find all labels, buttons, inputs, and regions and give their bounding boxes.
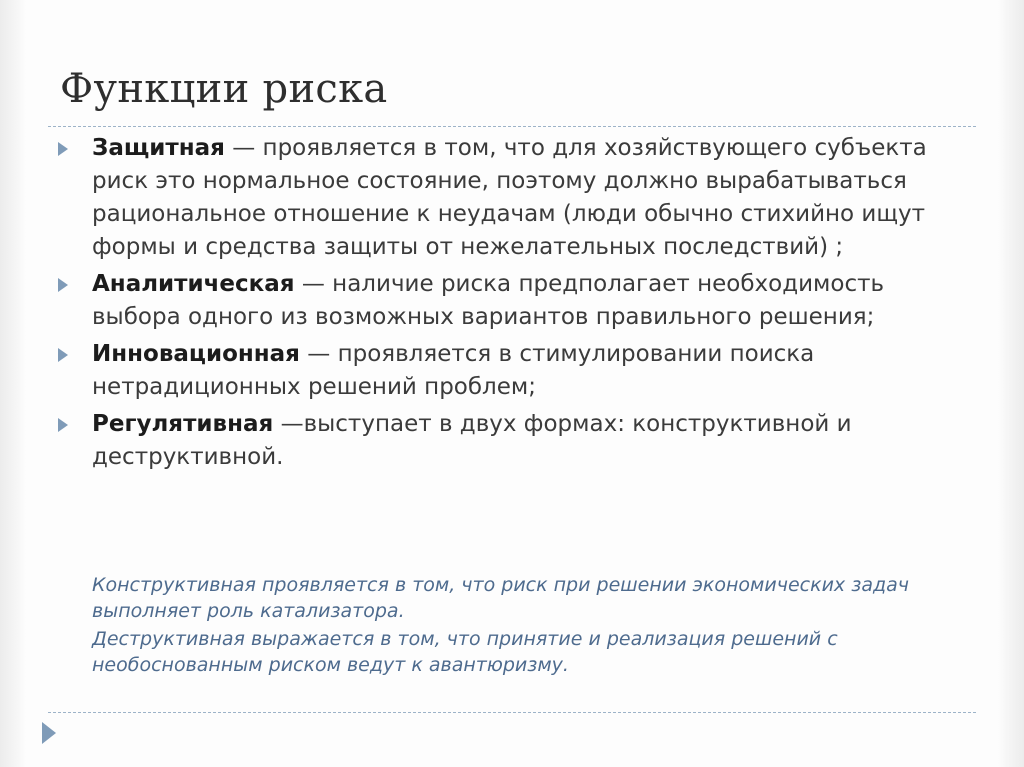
bullet-item — [52, 268, 952, 334]
bullet-term: Защитная — [92, 135, 225, 161]
triangle-right-icon[interactable] — [42, 722, 56, 744]
sub-item-destructive: Деструктивная выражается в том, что принятие и реализация решений с необоснованным риском ведут к авантюризму. — [92, 628, 838, 676]
bullet-text: — проявляется в том, что для хозяйствующего субъекта риск это нормальное состояние, поэтому должно вырабатываться рациональное отношение к неудачам (люди обычно стихийно ищут формы и средства защиты от нежелательных последствий) ; — [92, 135, 927, 260]
top-divider — [48, 126, 976, 127]
bullet-text: — наличие риска предполагает необходимость выбора одного из возможных вариантов правильного решения; — [92, 271, 885, 330]
bullet-list — [52, 132, 952, 478]
bullet-item — [52, 132, 952, 264]
bullet-item — [52, 408, 952, 474]
slide-title: Функции риска — [60, 66, 388, 112]
triangle-right-icon — [58, 348, 68, 362]
bullet-text: —выступает в двух формах: конструктивной и деструктивной. — [92, 411, 852, 470]
triangle-right-icon — [58, 278, 68, 292]
bottom-divider — [48, 712, 976, 713]
triangle-right-icon — [58, 142, 68, 156]
triangle-right-icon — [58, 418, 68, 432]
bullet-term: Инновационная — [92, 341, 300, 367]
bullet-term: Регулятивная — [92, 411, 274, 437]
bullet-term: Аналитическая — [92, 271, 295, 297]
bullet-item — [52, 338, 952, 404]
sub-item-constructive: Конструктивная проявляется в том, что риск при решении экономических задач выполняет роль катализатора. — [92, 574, 909, 622]
bullet-text: — проявляется в стимулировании поиска нетрадиционных решений проблем; — [92, 341, 815, 400]
